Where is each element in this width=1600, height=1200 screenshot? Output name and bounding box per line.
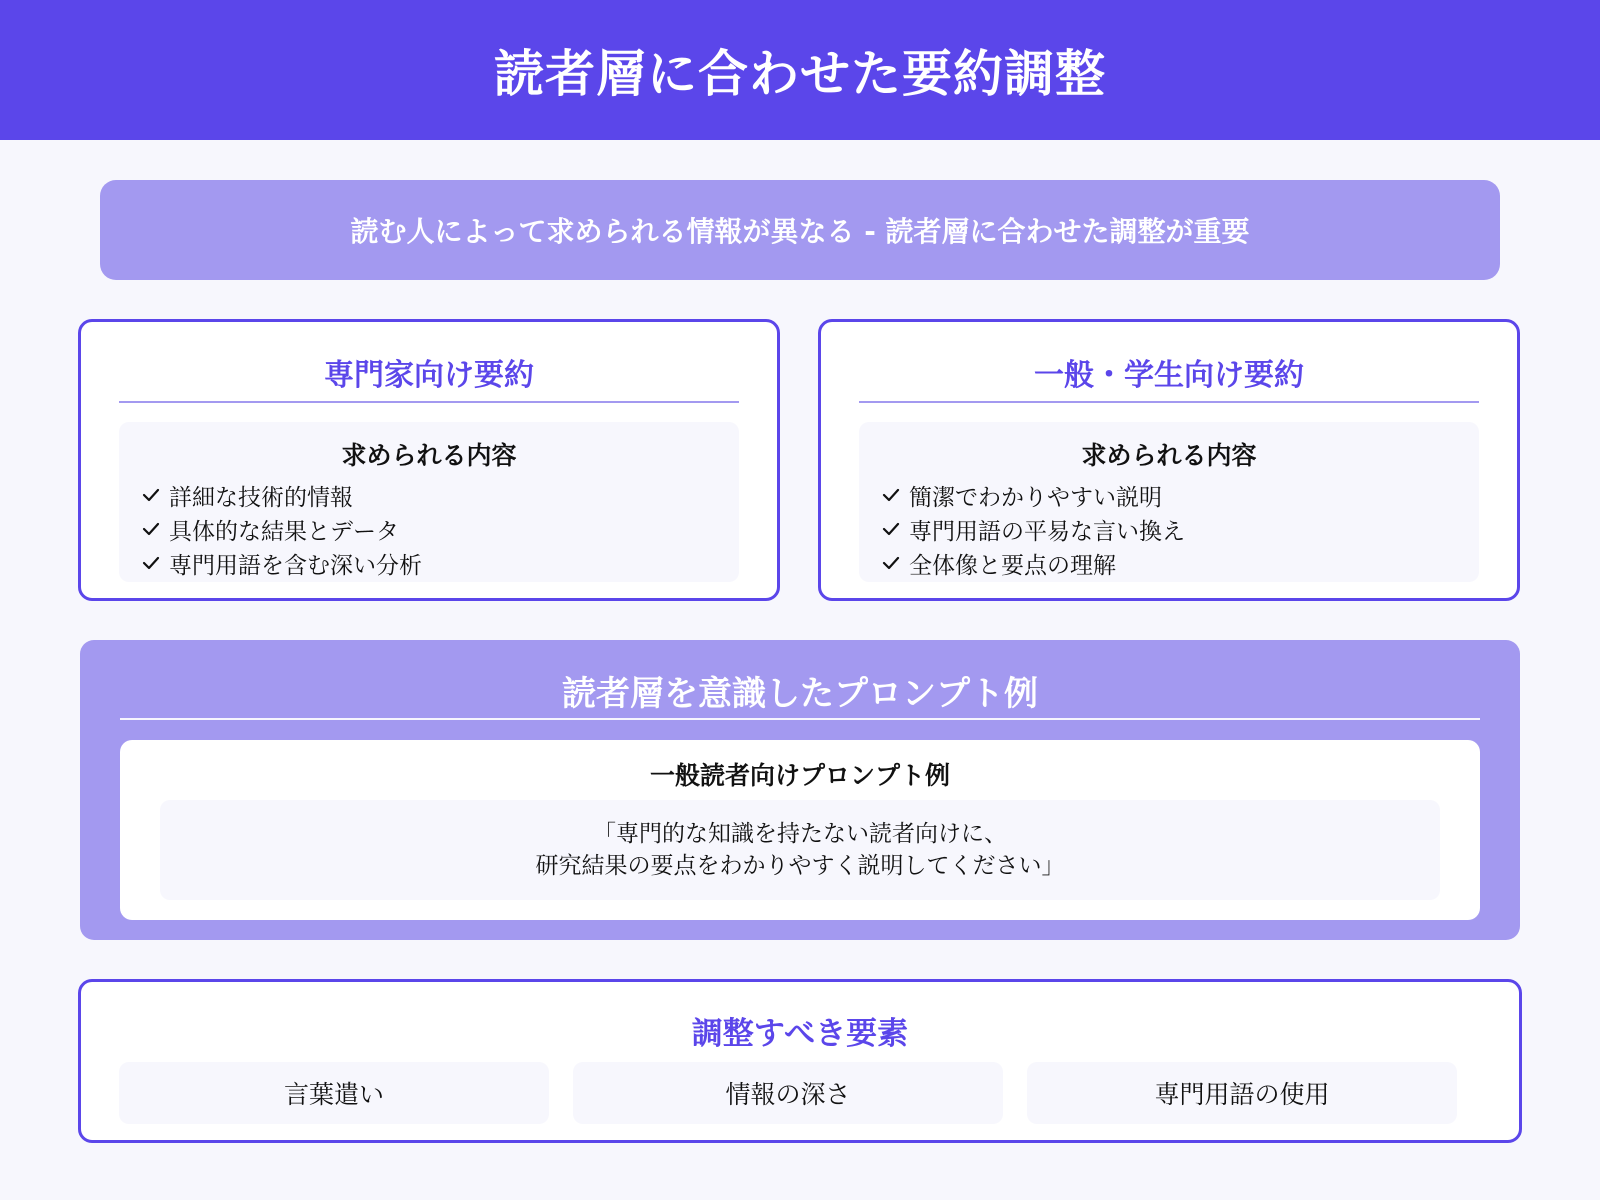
requirements-panel (119, 422, 739, 582)
list-item-text: 専門用語を含む深い分析 (169, 552, 422, 579)
requirements-panel (859, 422, 1479, 582)
divider (120, 718, 1480, 720)
general-summary-card (818, 319, 1520, 601)
list-item-text: 簡潔でわかりやすい説明 (909, 484, 1162, 511)
divider (119, 401, 739, 403)
check-icon (879, 485, 905, 505)
page-title: 読者層に合わせた要約調整 (494, 45, 1106, 103)
list-item (139, 478, 422, 512)
prompt-example-section (80, 640, 1520, 940)
elements-section-title: 調整すべき要素 (691, 1016, 909, 1052)
prompt-quote (160, 800, 1440, 900)
list-item (879, 512, 1185, 546)
check-icon (139, 553, 165, 573)
check-icon (139, 519, 165, 539)
list-item (139, 512, 422, 546)
element-chip: 言葉遣い (119, 1062, 549, 1124)
list-item-text: 専門用語の平易な言い換え (909, 518, 1185, 545)
check-icon (879, 553, 905, 573)
prompt-quote-line: 研究結果の要点をわかりやすく説明してください」 (535, 853, 1065, 879)
divider (859, 401, 1479, 403)
requirements-heading: 求められる内容 (341, 441, 517, 470)
prompt-quote-line: 「専門的な知識を持たない読者向けに、 (593, 821, 1007, 847)
prompt-section-title: 読者層を意識したプロンプト例 (562, 674, 1038, 714)
list-item (879, 546, 1185, 580)
requirements-list (879, 478, 1185, 580)
check-icon (139, 485, 165, 505)
header-bar (0, 0, 1600, 140)
card-title: 専門家向け要約 (324, 358, 534, 393)
list-item-text: 詳細な技術的情報 (169, 484, 353, 511)
intro-banner (100, 180, 1500, 280)
card-title: 一般・学生向け要約 (1034, 358, 1304, 393)
element-chip: 情報の深さ (573, 1062, 1003, 1124)
requirements-heading: 求められる内容 (1081, 441, 1257, 470)
list-item (879, 478, 1185, 512)
list-item-text: 全体像と要点の理解 (909, 552, 1116, 579)
requirements-list (139, 478, 422, 580)
adjustment-elements-section (78, 979, 1522, 1143)
prompt-example-subtitle: 一般読者向けプロンプト例 (649, 761, 950, 790)
list-item (139, 546, 422, 580)
prompt-example-panel (120, 740, 1480, 920)
intro-banner-text: 読む人によって求められる情報が異なる - 読者層に合わせた調整が重要 (350, 215, 1250, 248)
list-item-text: 具体的な結果とデータ (169, 518, 399, 545)
element-chip: 専門用語の使用 (1027, 1062, 1457, 1124)
check-icon (879, 519, 905, 539)
expert-summary-card (78, 319, 780, 601)
